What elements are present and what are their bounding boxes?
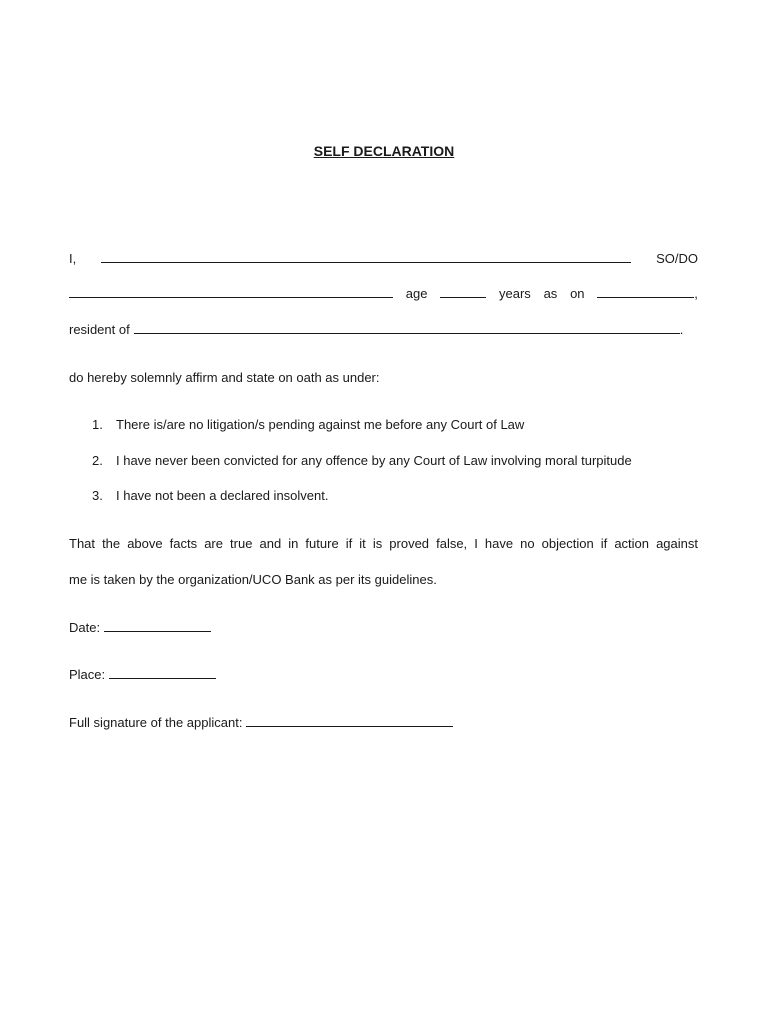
name-line: [69, 251, 698, 266]
date-label: Date:: [69, 620, 101, 635]
signature-label: Full signature of the applicant:: [69, 715, 243, 730]
line2-comma: ,: [694, 286, 698, 301]
closing-paragraph-line-2: me is taken by the organization/UCO Bank as per its guidelines.: [69, 572, 437, 587]
resident-label: resident of: [69, 322, 130, 337]
age-blank[interactable]: [440, 286, 486, 298]
statement-item: [92, 453, 632, 468]
statement-text: I have never been convicted for any offence by any Court of Law involving moral turpitude: [116, 453, 632, 468]
name-blank[interactable]: [101, 251, 631, 263]
line3-period: .: [679, 322, 684, 337]
name-prefix: I,: [69, 251, 77, 266]
as-label: as: [543, 286, 558, 301]
statement-text: There is/are no litigation/s pending against me before any Court of Law: [116, 417, 525, 432]
signature-blank[interactable]: [246, 715, 453, 727]
closing-paragraph-line-1: That the above facts are true and in future if it is proved false, I have no objection if action against: [69, 536, 698, 551]
statement-number: 3.: [92, 488, 103, 503]
age-line: [69, 286, 698, 301]
statement-item: [92, 488, 328, 503]
place-line: [69, 667, 698, 682]
place-blank[interactable]: [109, 667, 216, 679]
age-label: age: [405, 286, 428, 301]
statement-text: I have not been a declared insolvent.: [116, 488, 329, 503]
statement-number: 2.: [92, 453, 103, 468]
document-title: SELF DECLARATION: [313, 143, 455, 159]
place-label: Place:: [69, 667, 106, 682]
as-on-date-blank[interactable]: [597, 286, 694, 298]
parent-name-blank[interactable]: [69, 286, 393, 298]
years-label: years: [499, 286, 531, 301]
date-blank[interactable]: [104, 620, 211, 632]
affirm-statement: do hereby solemnly affirm and state on oath as under:: [69, 370, 380, 385]
relation-label: SO/DO: [656, 251, 698, 266]
date-of-age-field: [597, 286, 698, 301]
date-line: [69, 620, 698, 635]
address-blank[interactable]: [134, 322, 680, 334]
statement-number: 1.: [92, 417, 103, 432]
residence-line: [69, 322, 693, 337]
signature-line: [69, 715, 698, 730]
statement-item: [92, 417, 524, 432]
on-label: on: [570, 286, 585, 301]
